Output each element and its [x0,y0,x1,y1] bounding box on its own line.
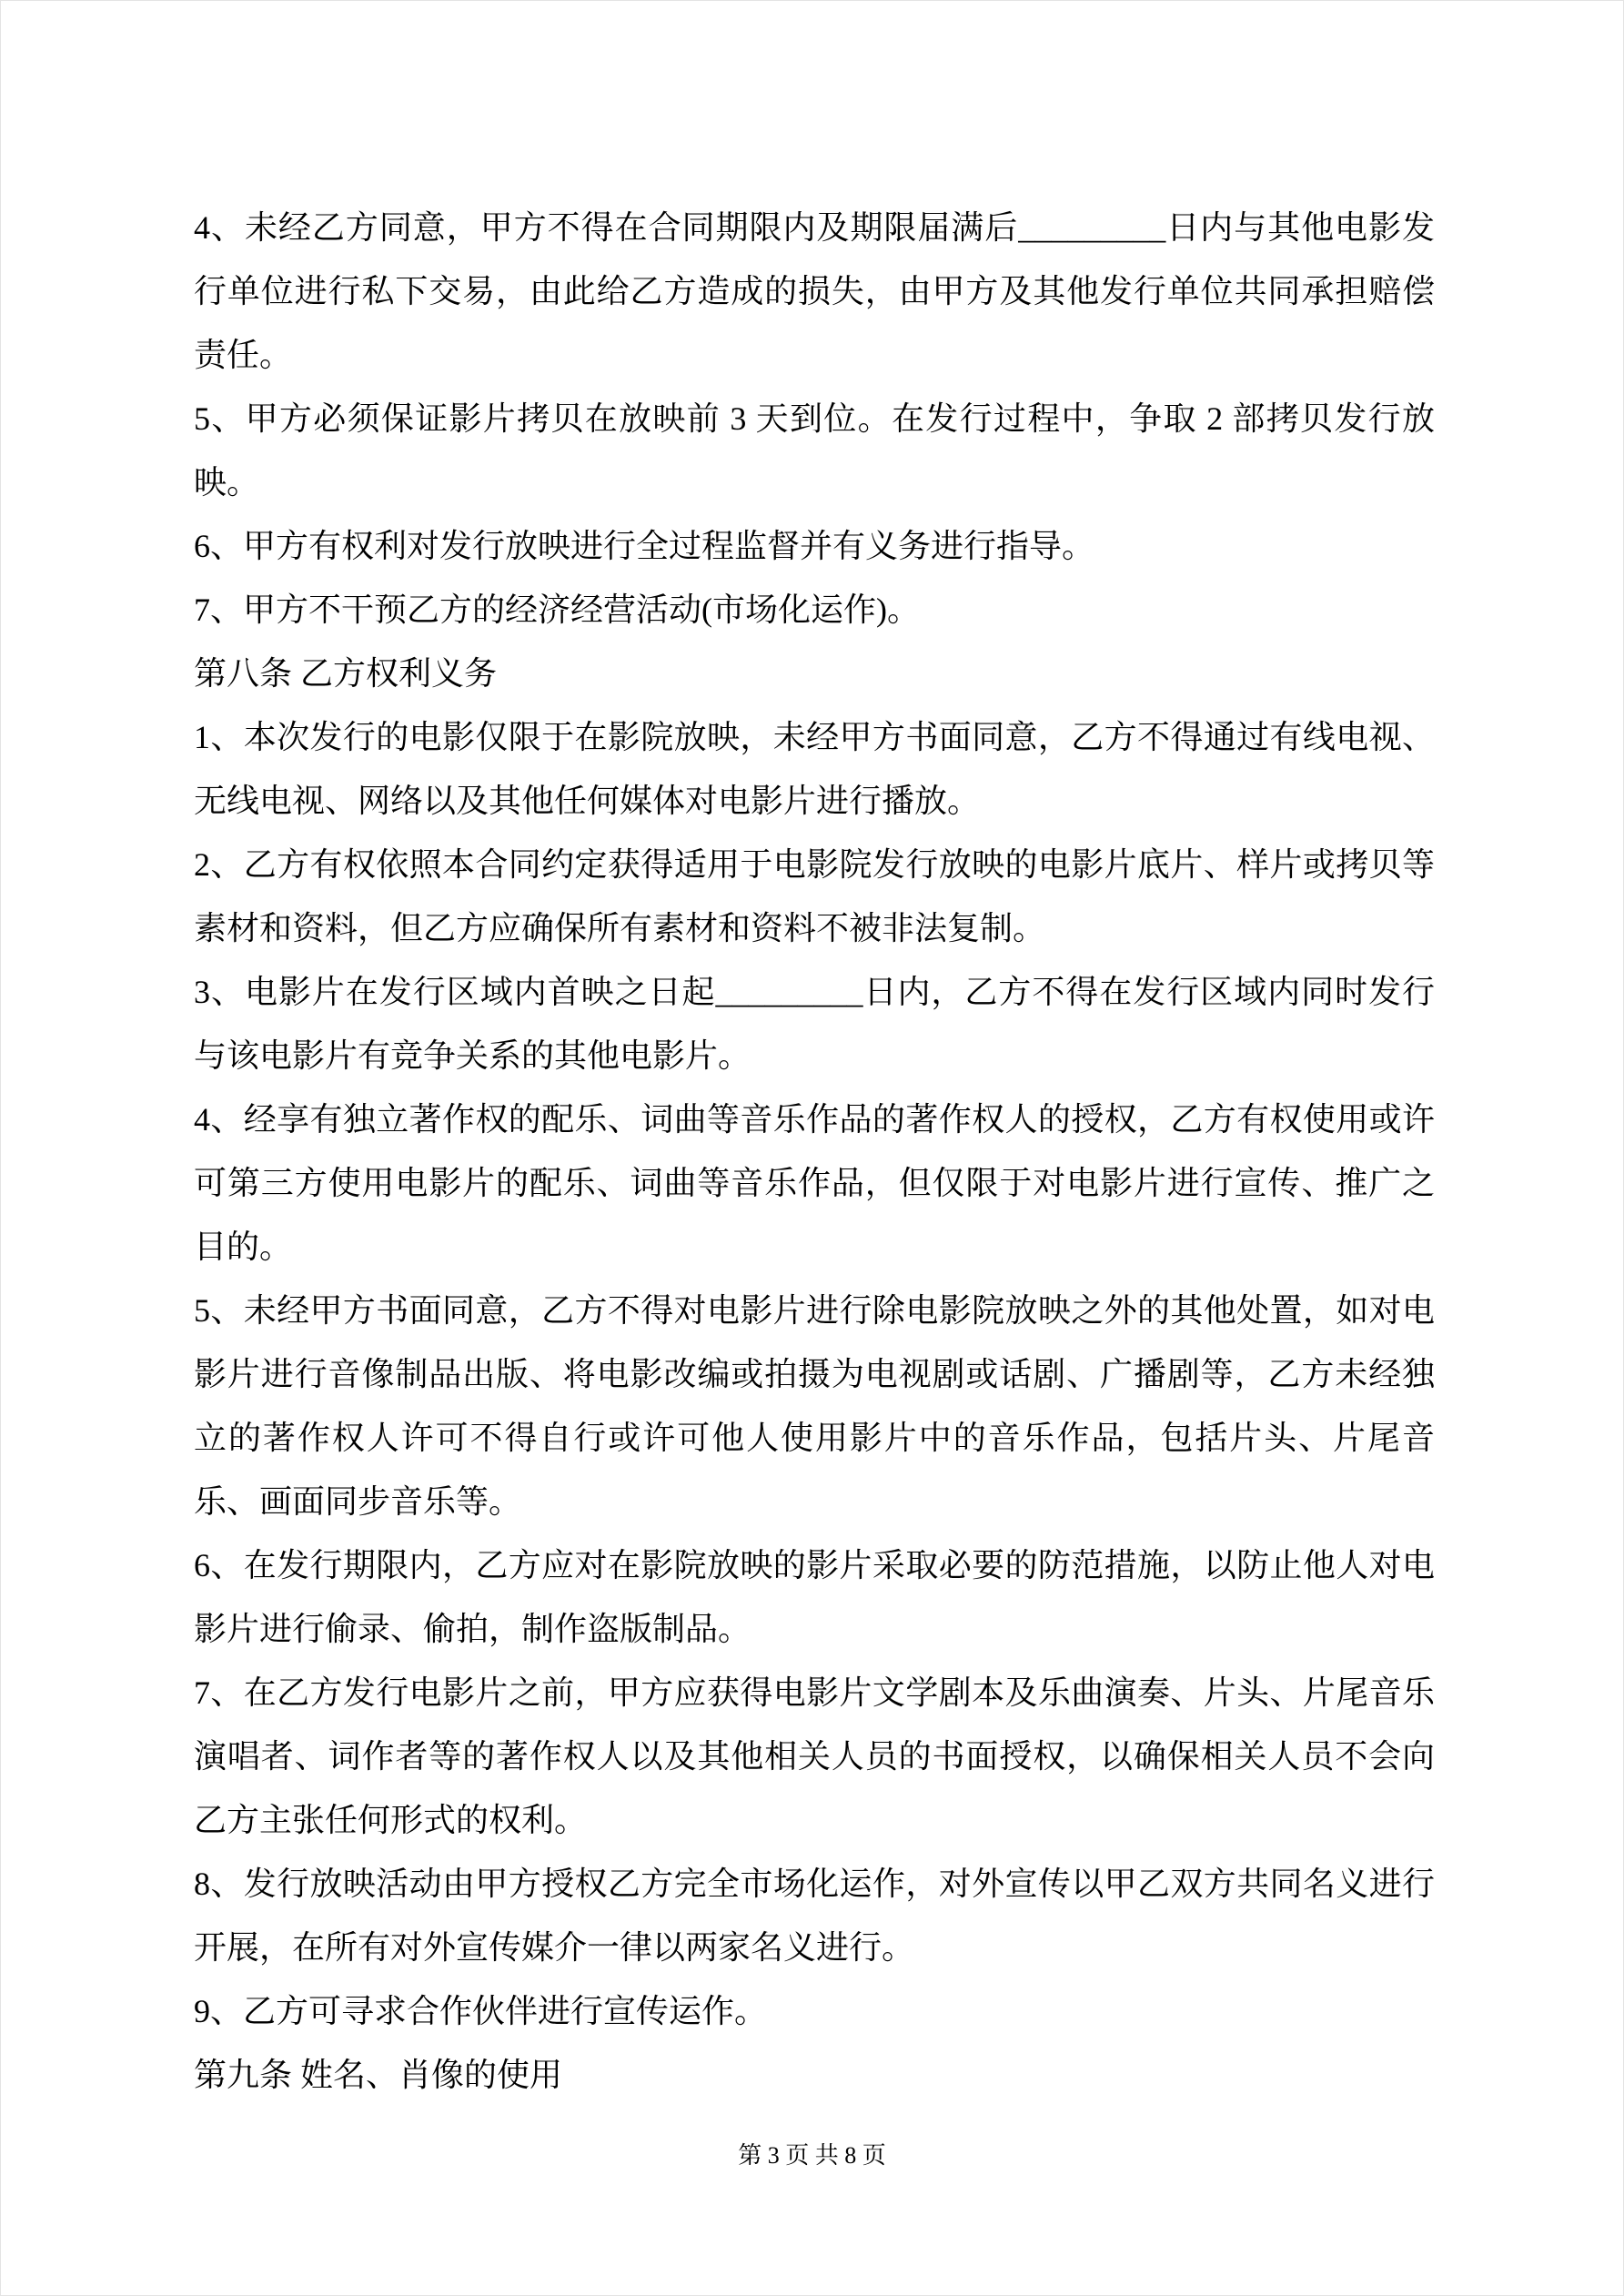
contract-clause [194,2107,1435,2118]
contract-clause: 7、在乙方发行电影片之前，甲方应获得电影片文学剧本及乐曲演奏、片头、片尾音乐演唱者、词作者等的著作权人以及其他相关人员的书面授权，以确保相关人员不会向乙方主张任何形式的权利。 [194,1674,1435,1838]
contract-clause: 7、甲方不干预乙方的经济经营活动(市场化运作)。 [194,592,920,628]
contract-clause: 1、本次发行的电影仅限于在影院放映，未经甲方书面同意，乙方不得通过有线电视、无线电视、网络以及其他任何媒体对电影片进行播放。 [194,719,1435,819]
contract-clause: 9、乙方可寻求合作伙伴进行宣传运作。 [194,1993,768,2029]
contract-clause: 4、未经乙方同意，甲方不得在合同期限内及期限届满后_________日内与其他电影发行单位进行私下交易，由此给乙方造成的损失，由甲方及其他发行单位共同承担赔偿责任。 [194,209,1435,373]
contract-clause: 6、在发行期限内，乙方应对在影院放映的影片采取必要的防范措施，以防止他人对电影片进行偷录、偷拍，制作盗版制品。 [194,1547,1435,1647]
contract-clause: 4、经享有独立著作权的配乐、词曲等音乐作品的著作权人的授权，乙方有权使用或许可第三方使用电影片的配乐、词曲等音乐作品，但仅限于对电影片进行宣传、推广之目的。 [194,1101,1435,1265]
contract-clause: 8、发行放映活动由甲方授权乙方完全市场化运作，对外宣传以甲乙双方共同名义进行开展，在所有对外宣传媒介一律以两家名义进行。 [194,1866,1435,1966]
section-heading-article-8: 第八条 乙方权利义务 [194,655,498,692]
contract-clause: 5、甲方必须保证影片拷贝在放映前 3 天到位。在发行过程中，争取 2 部拷贝发行放映。 [194,400,1435,501]
page-number-footer: 第 3 页 共 8 页 [738,2142,886,2169]
contract-clause: 6、甲方有权利对发行放映进行全过程监督并有义务进行指导。 [194,528,1095,564]
contract-clause: 3、电影片在发行区域内首映之日起_________日内，乙方不得在发行区域内同时发行与该电影片有竞争关系的其他电影片。 [194,974,1435,1074]
contract-clause: 5、未经甲方书面同意，乙方不得对电影片进行除电影院放映之外的其他处置，如对电影片进行音像制品出版、将电影改编或拍摄为电视剧或话剧、广播剧等，乙方未经独立的著作权人许可不得自行或许可他人使用影片中的音乐作品，包括片头、片尾音乐、画面同步音乐等。 [194,1292,1435,1520]
contract-clause: 2、乙方有权依照本合同约定获得适用于电影院发行放映的电影片底片、样片或拷贝等素材和资料，但乙方应确保所有素材和资料不被非法复制。 [194,846,1435,946]
section-heading-article-9: 第九条 姓名、肖像的使用 [194,2057,563,2093]
contract-body [194,196,1435,2118]
